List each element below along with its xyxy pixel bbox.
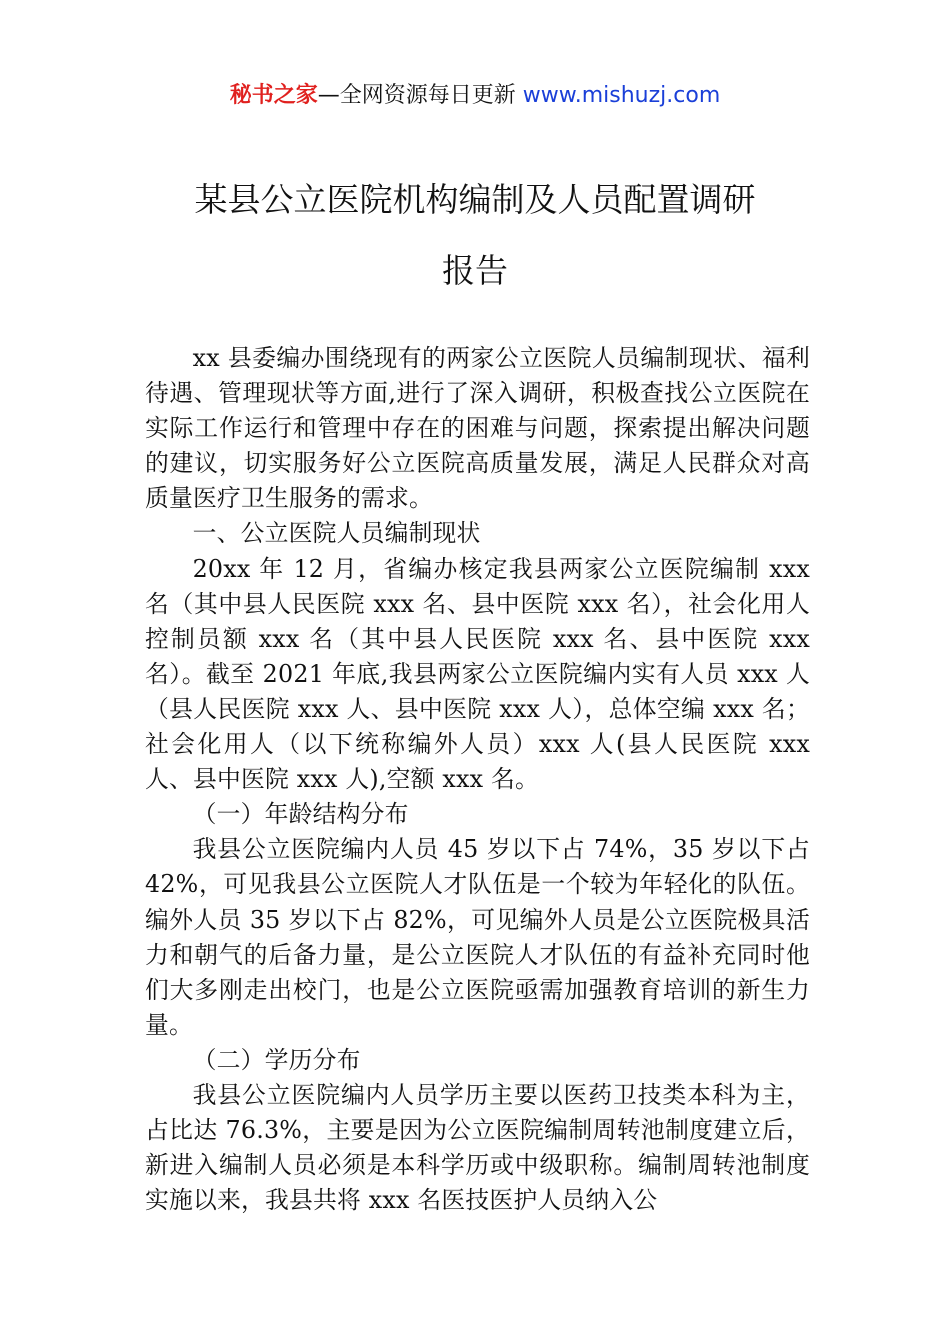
site-header bbox=[0, 80, 950, 112]
document-title-line-2: 报告 bbox=[442, 251, 508, 290]
education-paragraph: 我县公立医院编内人员学历主要以医药卫技类本科为主，占比达 76.3%，主要是因为公立医院编制周转池制度建立后，新进入编制人员必须是本科学历或中级职称。编制周转池制度实施以来，我县共将 xxx 名医技医护人员纳入公 bbox=[145, 1080, 810, 1215]
site-slogan: —全网资源每日更新 bbox=[317, 83, 523, 108]
subsection-heading-education: （二）学历分布 bbox=[192, 1045, 361, 1074]
subsection-heading-age: （一）年龄结构分布 bbox=[192, 800, 409, 829]
document-body bbox=[145, 341, 810, 1218]
age-paragraph: 我县公立医院编内人员 45 岁以下占 74%，35 岁以下占 42%，可见我县公立医院人才队伍是一个较为年轻化的队伍。编外人员 35 岁以下占 82%，可见编外人员是公立医院极具活力和朝气的后备力量，是公立医院人才队伍的有益补充同时他们大多刚走出校门，也是公立医院亟需加强教育培训的新生力量。 bbox=[145, 835, 810, 1039]
site-url-link[interactable]: www.mishuzj.com bbox=[522, 83, 721, 108]
staffing-paragraph: 20xx 年 12 月，省编办核定我县两家公立医院编制 xxx 名（其中县人民医院 xxx 名、县中医院 xxx 名），社会化用人控制员额 xxx 名（其中县人民医院 xxx 名、县中医院 xxx 名）。截至 2021 年底,我县两家公立医院编内实有人员 xxx 人（县人民医院 xxx 人、县中医院 xxx 人），总体空编 xxx 名；社会化用人（以下统称编外人员）xxx 人(县人民医院 xxx 人、县中医院 xxx 人),空额 xxx 名。 bbox=[145, 554, 810, 794]
site-brand: 秘书之家 bbox=[229, 83, 318, 108]
document-title-line-1: 某县公立医院机构编制及人员配置调研 bbox=[194, 180, 756, 219]
section-heading-1: 一、公立医院人员编制现状 bbox=[192, 519, 481, 548]
intro-paragraph: xx 县委编办围绕现有的两家公立医院人员编制现状、福利待遇、管理现状等方面,进行了深入调研，积极查找公立医院在实际工作运行和管理中存在的困难与问题，探索提出解决问题的建议，切实服务好公立医院高质量发展，满足人民群众对高质量医疗卫生服务的需求。 bbox=[145, 344, 810, 513]
